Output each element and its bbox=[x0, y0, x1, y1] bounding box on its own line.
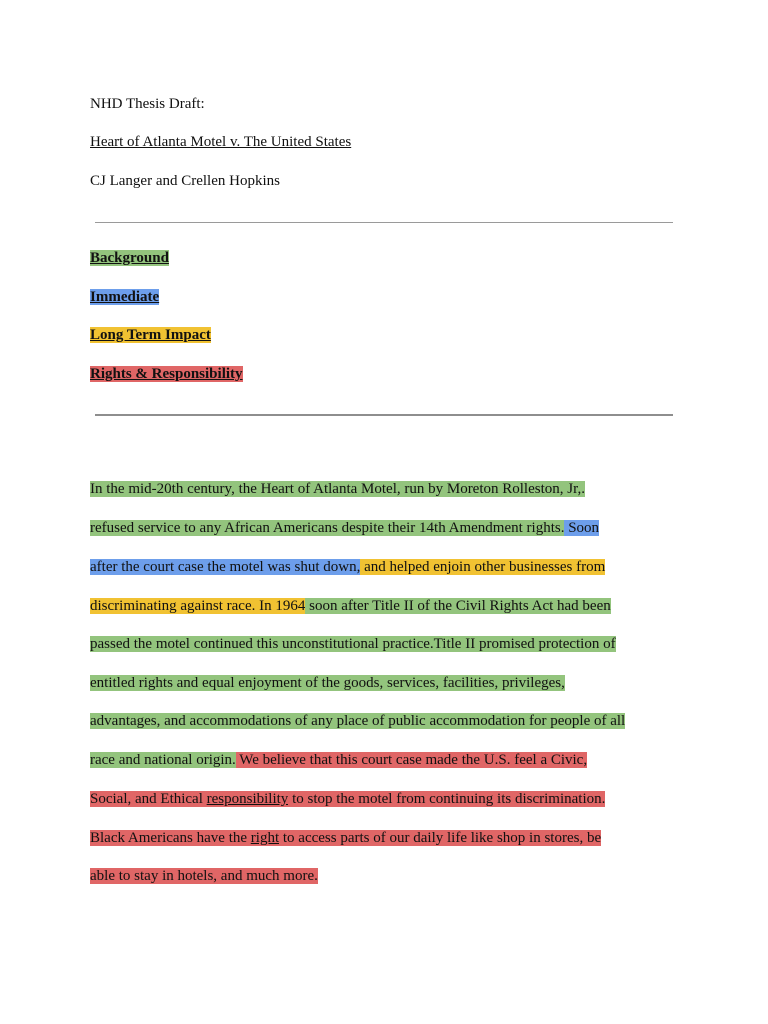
thesis-line bbox=[90, 479, 585, 499]
highlight-background: In the mid-20th century, the Heart of Atlanta Motel, run by Moreton Rolleston, Jr,. bbox=[90, 481, 585, 497]
highlight-immediate: Soon bbox=[564, 520, 600, 536]
legend-long-term bbox=[90, 326, 211, 344]
thesis-line bbox=[90, 866, 318, 886]
thesis-line bbox=[90, 673, 565, 693]
thesis-line bbox=[90, 711, 625, 731]
divider-bottom bbox=[95, 414, 673, 416]
divider-top bbox=[95, 222, 673, 223]
highlight-rights: to stop the motel from continuing its discrimination. bbox=[288, 791, 606, 807]
highlight-background: entitled rights and equal enjoyment of the goods, services, facilities, privileges, bbox=[90, 675, 565, 691]
highlight-rights: Black Americans have the bbox=[90, 830, 251, 846]
legend-immediate-label: Immediate bbox=[90, 289, 160, 305]
thesis-line bbox=[90, 828, 601, 848]
legend-rights-label: Rights & Responsibility bbox=[90, 366, 243, 382]
highlight-rights: We believe that this court case made the U.S. feel a Civic, bbox=[235, 752, 588, 768]
highlight-background: race and national origin. bbox=[90, 752, 236, 768]
case-title: Heart of Atlanta Motel v. The United States bbox=[90, 134, 352, 150]
highlight-background: soon after Title II of the Civil Rights Act had been bbox=[305, 598, 611, 614]
highlight-rights: to access parts of our daily life like shop in stores, be bbox=[279, 830, 602, 846]
legend-background-label: Background bbox=[90, 250, 169, 266]
highlight-long-term: discriminating against race. In 1964 bbox=[90, 598, 306, 614]
legend-immediate bbox=[90, 288, 159, 306]
highlight-background: passed the motel continued this unconstitutional practice.Title II promised protection of bbox=[90, 636, 616, 652]
thesis-line bbox=[90, 789, 605, 809]
draft-label: NHD Thesis Draft: bbox=[90, 96, 205, 112]
highlight-rights-underlined: right bbox=[250, 830, 280, 846]
authors: CJ Langer and Crellen Hopkins bbox=[90, 173, 280, 189]
legend-long-term-label: Long Term Impact bbox=[90, 327, 211, 343]
highlight-rights: able to stay in hotels, and much more. bbox=[90, 868, 318, 884]
highlight-rights: Social, and Ethical bbox=[90, 791, 207, 807]
highlight-background: advantages, and accommodations of any place of public accommodation for people of all bbox=[90, 713, 626, 729]
legend-background bbox=[90, 249, 169, 267]
highlight-long-term: and helped enjoin other businesses from bbox=[360, 559, 606, 575]
thesis-line bbox=[90, 596, 611, 616]
thesis-line bbox=[90, 518, 599, 538]
thesis-line bbox=[90, 557, 605, 577]
highlight-background: refused service to any African Americans despite their 14th Amendment rights. bbox=[90, 520, 565, 536]
thesis-line bbox=[90, 750, 587, 770]
thesis-line bbox=[90, 634, 616, 654]
highlight-immediate: after the court case the motel was shut down, bbox=[90, 559, 361, 575]
highlight-rights-underlined: responsibility bbox=[206, 791, 289, 807]
legend-rights bbox=[90, 365, 243, 383]
